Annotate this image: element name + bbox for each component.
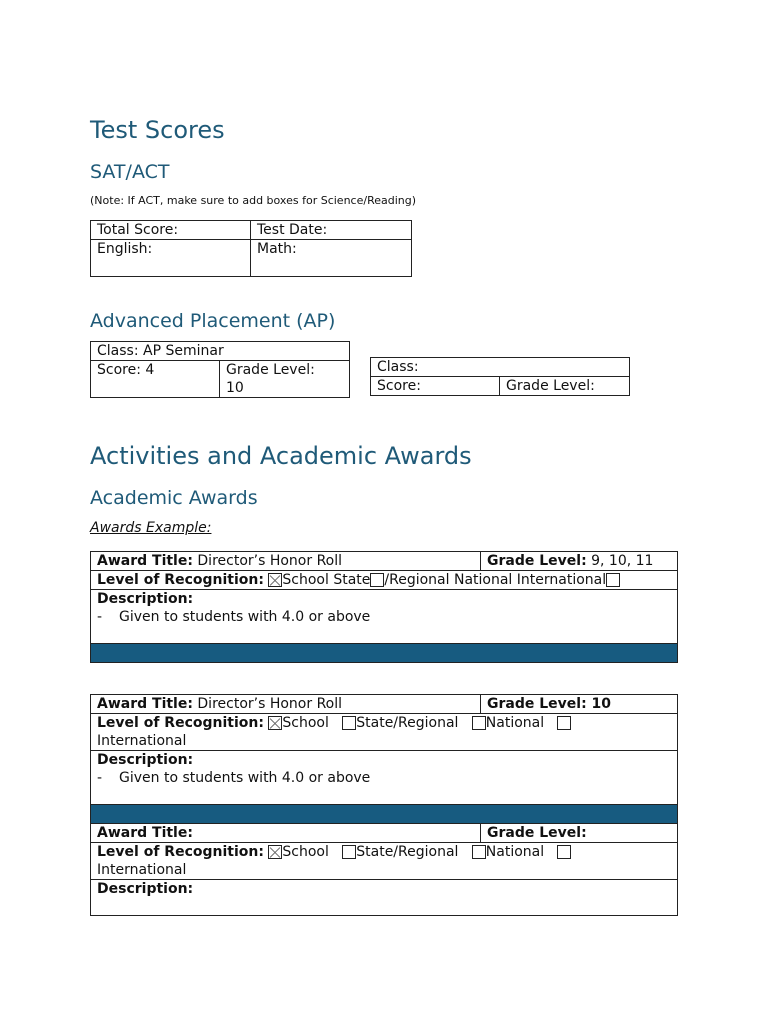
ap-grade-level-value: 10 (226, 380, 244, 396)
award-entries-table (90, 694, 678, 916)
award2-national-option: National (485, 844, 545, 860)
award2-recognition-cell (91, 843, 678, 880)
awards-example-label: Awards Example: (90, 520, 212, 536)
award2-grade-cell[interactable] (481, 824, 678, 843)
section-divider-bar (91, 644, 678, 663)
school-checkbox[interactable] (268, 573, 282, 587)
ap-grade-level-label: Grade Level: (226, 362, 315, 378)
award-example-table (90, 551, 678, 663)
award2-school-checkbox[interactable] (268, 845, 282, 859)
award2-description-cell[interactable] (91, 880, 678, 916)
recognition-label: Level of Recognition: (97, 572, 264, 588)
description-label: Description: (97, 591, 194, 607)
ap-table-1 (90, 341, 350, 398)
state-checkbox[interactable] (370, 573, 384, 587)
award-title-value: Director’s Honor Roll (197, 553, 343, 569)
academic-awards-heading: Academic Awards (90, 487, 258, 509)
ap-heading: Advanced Placement (AP) (90, 310, 336, 332)
award1-bullet-dash: - (97, 770, 103, 786)
award1-description-item: Given to students with 4.0 or above (119, 770, 371, 786)
award1-recognition-cell (91, 714, 678, 751)
award2-international-checkbox[interactable] (557, 845, 571, 859)
award1-state-checkbox[interactable] (342, 716, 356, 730)
math-cell[interactable]: Math: (251, 240, 412, 277)
regional-option: /Regional National International (384, 572, 607, 588)
bullet-dash: - (97, 609, 103, 625)
sat-act-heading: SAT/ACT (90, 161, 170, 183)
sat-note: (Note: If ACT, make sure to add boxes for Science/Reading) (90, 194, 417, 207)
award1-description-cell[interactable] (91, 751, 678, 805)
award1-school-checkbox[interactable] (268, 716, 282, 730)
award1-description-label: Description: (97, 752, 194, 768)
award1-international-checkbox[interactable] (557, 716, 571, 730)
award-divider-bar (91, 805, 678, 824)
ap-grade-level-cell[interactable] (220, 361, 350, 398)
ap-table-2 (370, 357, 630, 396)
award1-state-option: State/Regional (356, 715, 459, 731)
award1-grade-cell[interactable] (481, 695, 678, 714)
grade-level-cell[interactable] (481, 552, 678, 571)
ap2-class-cell[interactable]: Class: (371, 358, 630, 377)
award1-title-label: Award Title: (97, 696, 193, 712)
award2-title-label: Award Title: (97, 825, 193, 841)
test-scores-heading: Test Scores (90, 116, 225, 144)
award1-title-value: Director’s Honor Roll (197, 696, 343, 712)
ap2-grade-level-cell[interactable]: Grade Level: (500, 377, 630, 396)
ap-class-cell[interactable]: Class: AP Seminar (91, 342, 350, 361)
award2-title-cell[interactable] (91, 824, 481, 843)
award2-recognition-label: Level of Recognition: (97, 844, 264, 860)
award-title-cell[interactable] (91, 552, 481, 571)
award1-international-option: International (97, 733, 187, 749)
sat-act-table (90, 220, 412, 277)
international-checkbox[interactable] (606, 573, 620, 587)
ap2-score-cell[interactable]: Score: (371, 377, 500, 396)
award1-school-option: School (282, 715, 329, 731)
award1-title-cell[interactable] (91, 695, 481, 714)
award2-state-checkbox[interactable] (342, 845, 356, 859)
test-date-cell[interactable]: Test Date: (251, 221, 412, 240)
award-title-label: Award Title: (97, 553, 193, 569)
recognition-cell (91, 571, 678, 590)
ap-score-cell[interactable]: Score: 4 (91, 361, 220, 398)
description-item: Given to students with 4.0 or above (119, 609, 371, 625)
award1-national-checkbox[interactable] (472, 716, 486, 730)
award2-national-checkbox[interactable] (472, 845, 486, 859)
award2-grade-label: Grade Level: (487, 825, 587, 841)
award2-description-label: Description: (97, 881, 194, 897)
award1-national-option: National (485, 715, 545, 731)
school-option: School State (282, 572, 371, 588)
grade-level-label: Grade Level: (487, 553, 587, 569)
award1-recognition-label: Level of Recognition: (97, 715, 264, 731)
award2-school-option: School (282, 844, 329, 860)
total-score-cell[interactable]: Total Score: (91, 221, 251, 240)
award1-grade-label: Grade Level: 10 (487, 696, 612, 712)
activities-heading: Activities and Academic Awards (90, 442, 472, 470)
description-cell[interactable] (91, 590, 678, 644)
award2-state-option: State/Regional (356, 844, 459, 860)
award2-international-option: International (97, 862, 187, 878)
grade-level-value: 9, 10, 11 (591, 553, 654, 569)
english-cell[interactable]: English: (91, 240, 251, 277)
